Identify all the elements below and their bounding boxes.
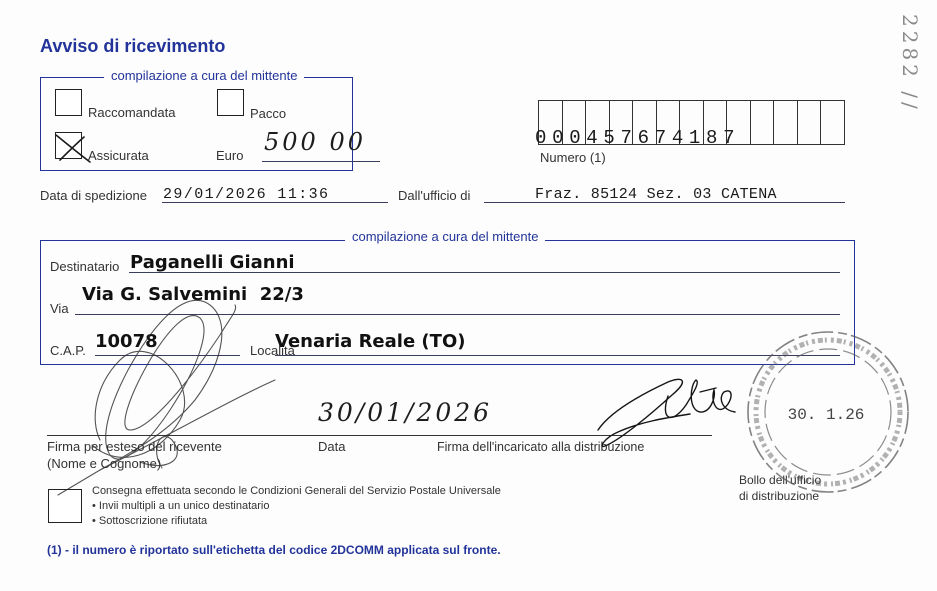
assicurata-checkbox <box>55 132 82 159</box>
signature-line <box>47 435 712 436</box>
pacco-label: Pacco <box>250 106 287 121</box>
sender-options-box <box>40 77 353 171</box>
euro-underline <box>262 161 380 162</box>
sender-section-label: compilazione a cura del mittente <box>104 68 304 83</box>
data-spedizione-underline <box>162 202 388 203</box>
data-spedizione-value: 29/01/2026 11:36 <box>163 186 330 203</box>
cap-underline <box>95 355 240 356</box>
consegna-option-sottoscrizione-rifiutata: • Sottoscrizione rifiutata <box>92 515 208 527</box>
carrier-signature <box>598 379 735 446</box>
numero-box-cell <box>821 101 844 144</box>
footnote: (1) - il numero è riportato sull'etichetta del codice 2DCOMM applicata sul fronte. <box>47 543 501 557</box>
numero-box-cell <box>751 101 775 144</box>
cap-label: C.A.P. <box>50 343 86 358</box>
bollo-label-line2: di distribuzione <box>739 489 820 503</box>
stamp-date: 30. 1.26 <box>787 406 865 424</box>
ufficio-value: Fraz. 85124 Sez. 03 CATENA <box>535 186 777 203</box>
euro-label: Euro <box>216 148 244 163</box>
localita-label: Località <box>250 343 295 358</box>
data-spedizione-label: Data di spedizione <box>40 188 147 203</box>
margin-pencil-note: 2282 // <box>898 14 922 113</box>
consegna-option-invii-multipli: • Invii multipli a un unico destinatario <box>92 500 270 512</box>
numero-value: 000457674187 <box>535 127 741 149</box>
localita-underline <box>275 355 840 356</box>
pacco-checkbox <box>217 89 244 116</box>
destinatario-underline <box>129 272 840 273</box>
form-title: Avviso di ricevimento <box>40 36 226 56</box>
ufficio-underline <box>484 202 845 203</box>
via-label: Via <box>50 301 69 316</box>
via-underline <box>75 314 840 315</box>
firma-ricevente-label: Firma per esteso del ricevente <box>47 439 222 454</box>
numero-box-cell <box>798 101 822 144</box>
nome-cognome-label: (Nome e Cognome) <box>47 456 162 471</box>
data-label: Data <box>318 439 346 454</box>
bollo-label-line1: Bollo dell'ufficio <box>739 473 822 487</box>
consegna-checkbox <box>48 489 82 523</box>
numero-label: Numero (1) <box>540 150 606 165</box>
recipient-section-label: compilazione a cura del mittente <box>345 229 545 244</box>
firma-incaricato-label: Firma dell'incaricato alla distribuzione <box>437 440 645 454</box>
destinatario-value: Paganelli Gianni <box>130 252 295 273</box>
destinatario-label: Destinatario <box>50 259 120 274</box>
via-value: Via G. Salvemini 22/3 <box>82 284 304 305</box>
cap-value: 10078 <box>95 331 158 352</box>
raccomandata-checkbox <box>55 89 82 116</box>
assicurata-label: Assicurata <box>88 148 149 163</box>
delivery-date-handwritten: 30/01/2026 <box>318 398 493 427</box>
numero-box-cell <box>774 101 798 144</box>
consegna-text: Consegna effettuata secondo le Condizioni Generali del Servizio Postale Universale <box>92 485 501 497</box>
ufficio-label: Dall'ufficio di <box>398 188 471 203</box>
euro-value-handwritten: 500 00 <box>264 128 366 156</box>
localita-value: Venaria Reale (TO) <box>275 331 466 352</box>
raccomandata-label: Raccomandata <box>88 105 176 120</box>
stamp-inner-ring <box>765 349 891 475</box>
